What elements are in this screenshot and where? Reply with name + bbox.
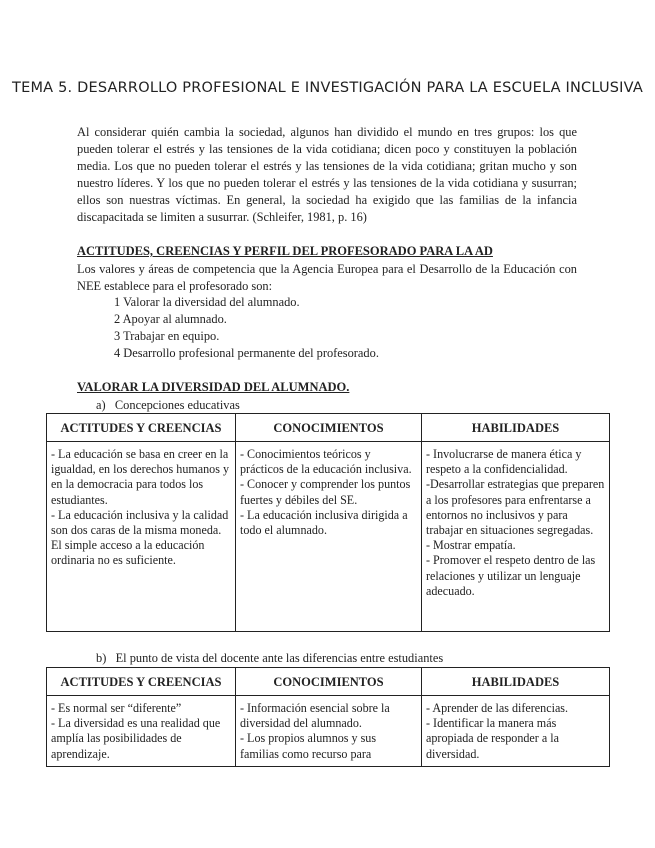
cell-skills: [422, 696, 610, 767]
cell-line: - Promover el respeto dentro de las relaciones y utilizar un lenguaje adecuado.: [426, 553, 596, 598]
intro-quote: Al considerar quién cambia la sociedad, algunos han dividido el mundo en tres grupos: los que pueden tolerar el estrés y las tensiones de la vida cotidiana; dicen poco y constituyen la población media. Los que no pueden tolerar el estrés y las tensiones de la vida cotidiana; gritan mucho y son nuestro líderes. Y los que no pueden tolerar el estrés y las tensiones de la vida cotidiana y susurran; ellos son nuestras víctimas. En general, la sociedad ha exigido que las familias de la infancia discapacitada se limiten a susurrar. (Schleifer, 1981, p. 16): [77, 125, 577, 225]
header-attitudes: ACTITUDES Y CREENCIAS: [47, 414, 236, 442]
list-item: 1 Valorar la diversidad del alumnado.: [114, 295, 300, 309]
list-item: 2 Apoyar al alumnado.: [114, 312, 227, 326]
cell-line: - La educación se basa en creer en la igualdad, en los derechos humanos y en la democracia para todos los estudiantes.: [51, 447, 230, 507]
table-educational-conceptions: [46, 413, 610, 632]
cell-line: - La diversidad es una realidad que amplía las posibilidades de aprendizaje.: [51, 716, 221, 761]
header-knowledge: CONOCIMIENTOS: [236, 668, 422, 696]
cell-line: - Información esencial sobre la diversidad del alumnado.: [240, 701, 390, 731]
cell-attitudes: [47, 442, 236, 632]
list-item: 4 Desarrollo profesional permanente del profesorado.: [114, 346, 379, 360]
section-heading-diversity: VALORAR LA DIVERSIDAD DEL ALUMNADO.: [77, 380, 350, 394]
section-heading-profile: ACTITUDES, CREENCIAS Y PERFIL DEL PROFESORADO PARA LA AD: [77, 244, 493, 258]
header-knowledge: CONOCIMIENTOS: [236, 414, 422, 442]
cell-line: - La educación inclusiva dirigida a todo el alumnado.: [240, 507, 408, 538]
cell-knowledge: [236, 442, 422, 632]
list-item: 3 Trabajar en equipo.: [114, 329, 220, 343]
cell-line: -Desarrollar estrategias que preparen a los profesores para enfrentarse a entornos no inclusivos y para trabajar en situaciones segregadas.: [426, 477, 605, 538]
cell-line: - La educación inclusiva y la calidad son dos caras de la misma moneda.: [51, 507, 229, 538]
table-header-row: [47, 668, 610, 696]
header-attitudes: ACTITUDES Y CREENCIAS: [47, 668, 236, 696]
table-header-row: [47, 414, 610, 442]
cell-attitudes: [47, 696, 236, 767]
subheading-b: b) El punto de vista del docente ante las diferencias entre estudiantes: [96, 651, 444, 665]
header-skills: HABILIDADES: [422, 668, 610, 696]
cell-skills: [422, 442, 610, 632]
table-row: [47, 696, 610, 767]
competences-list: [114, 294, 534, 362]
cell-line: - Conocimientos teóricos y prácticos de la educación inclusiva.: [240, 447, 412, 477]
table-row: [47, 442, 610, 632]
cell-knowledge: [236, 696, 422, 767]
cell-line: - Aprender de las diferencias.: [426, 701, 569, 715]
cell-line: - Mostrar empatía.: [426, 538, 516, 553]
cell-line: - Identificar la manera más apropiada de responder a la diversidad.: [426, 716, 559, 761]
cell-line: - Conocer y comprender los puntos fuertes y débiles del SE.: [240, 477, 411, 507]
cell-line: El simple acceso a la educación ordinaria no es suficiente.: [51, 538, 205, 568]
section-paragraph-competences: Los valores y áreas de competencia que la Agencia Europea para el Desarrollo de la Educación con NEE establece para el profesorado son:: [77, 262, 577, 293]
table-teacher-viewpoint: [46, 667, 610, 767]
cell-line: - Es normal ser “diferente”: [51, 701, 182, 715]
page-title: TEMA 5. DESARROLLO PROFESIONAL E INVESTIGACIÓN PARA LA ESCUELA INCLUSIVA: [12, 80, 643, 96]
header-skills: HABILIDADES: [422, 414, 610, 442]
subheading-a: a) Concepciones educativas: [96, 398, 240, 412]
cell-line: - Los propios alumnos y sus familias como recurso para: [240, 731, 377, 761]
cell-line: - Involucrarse de manera ética y respeto a la confidencialidad.: [426, 447, 582, 477]
